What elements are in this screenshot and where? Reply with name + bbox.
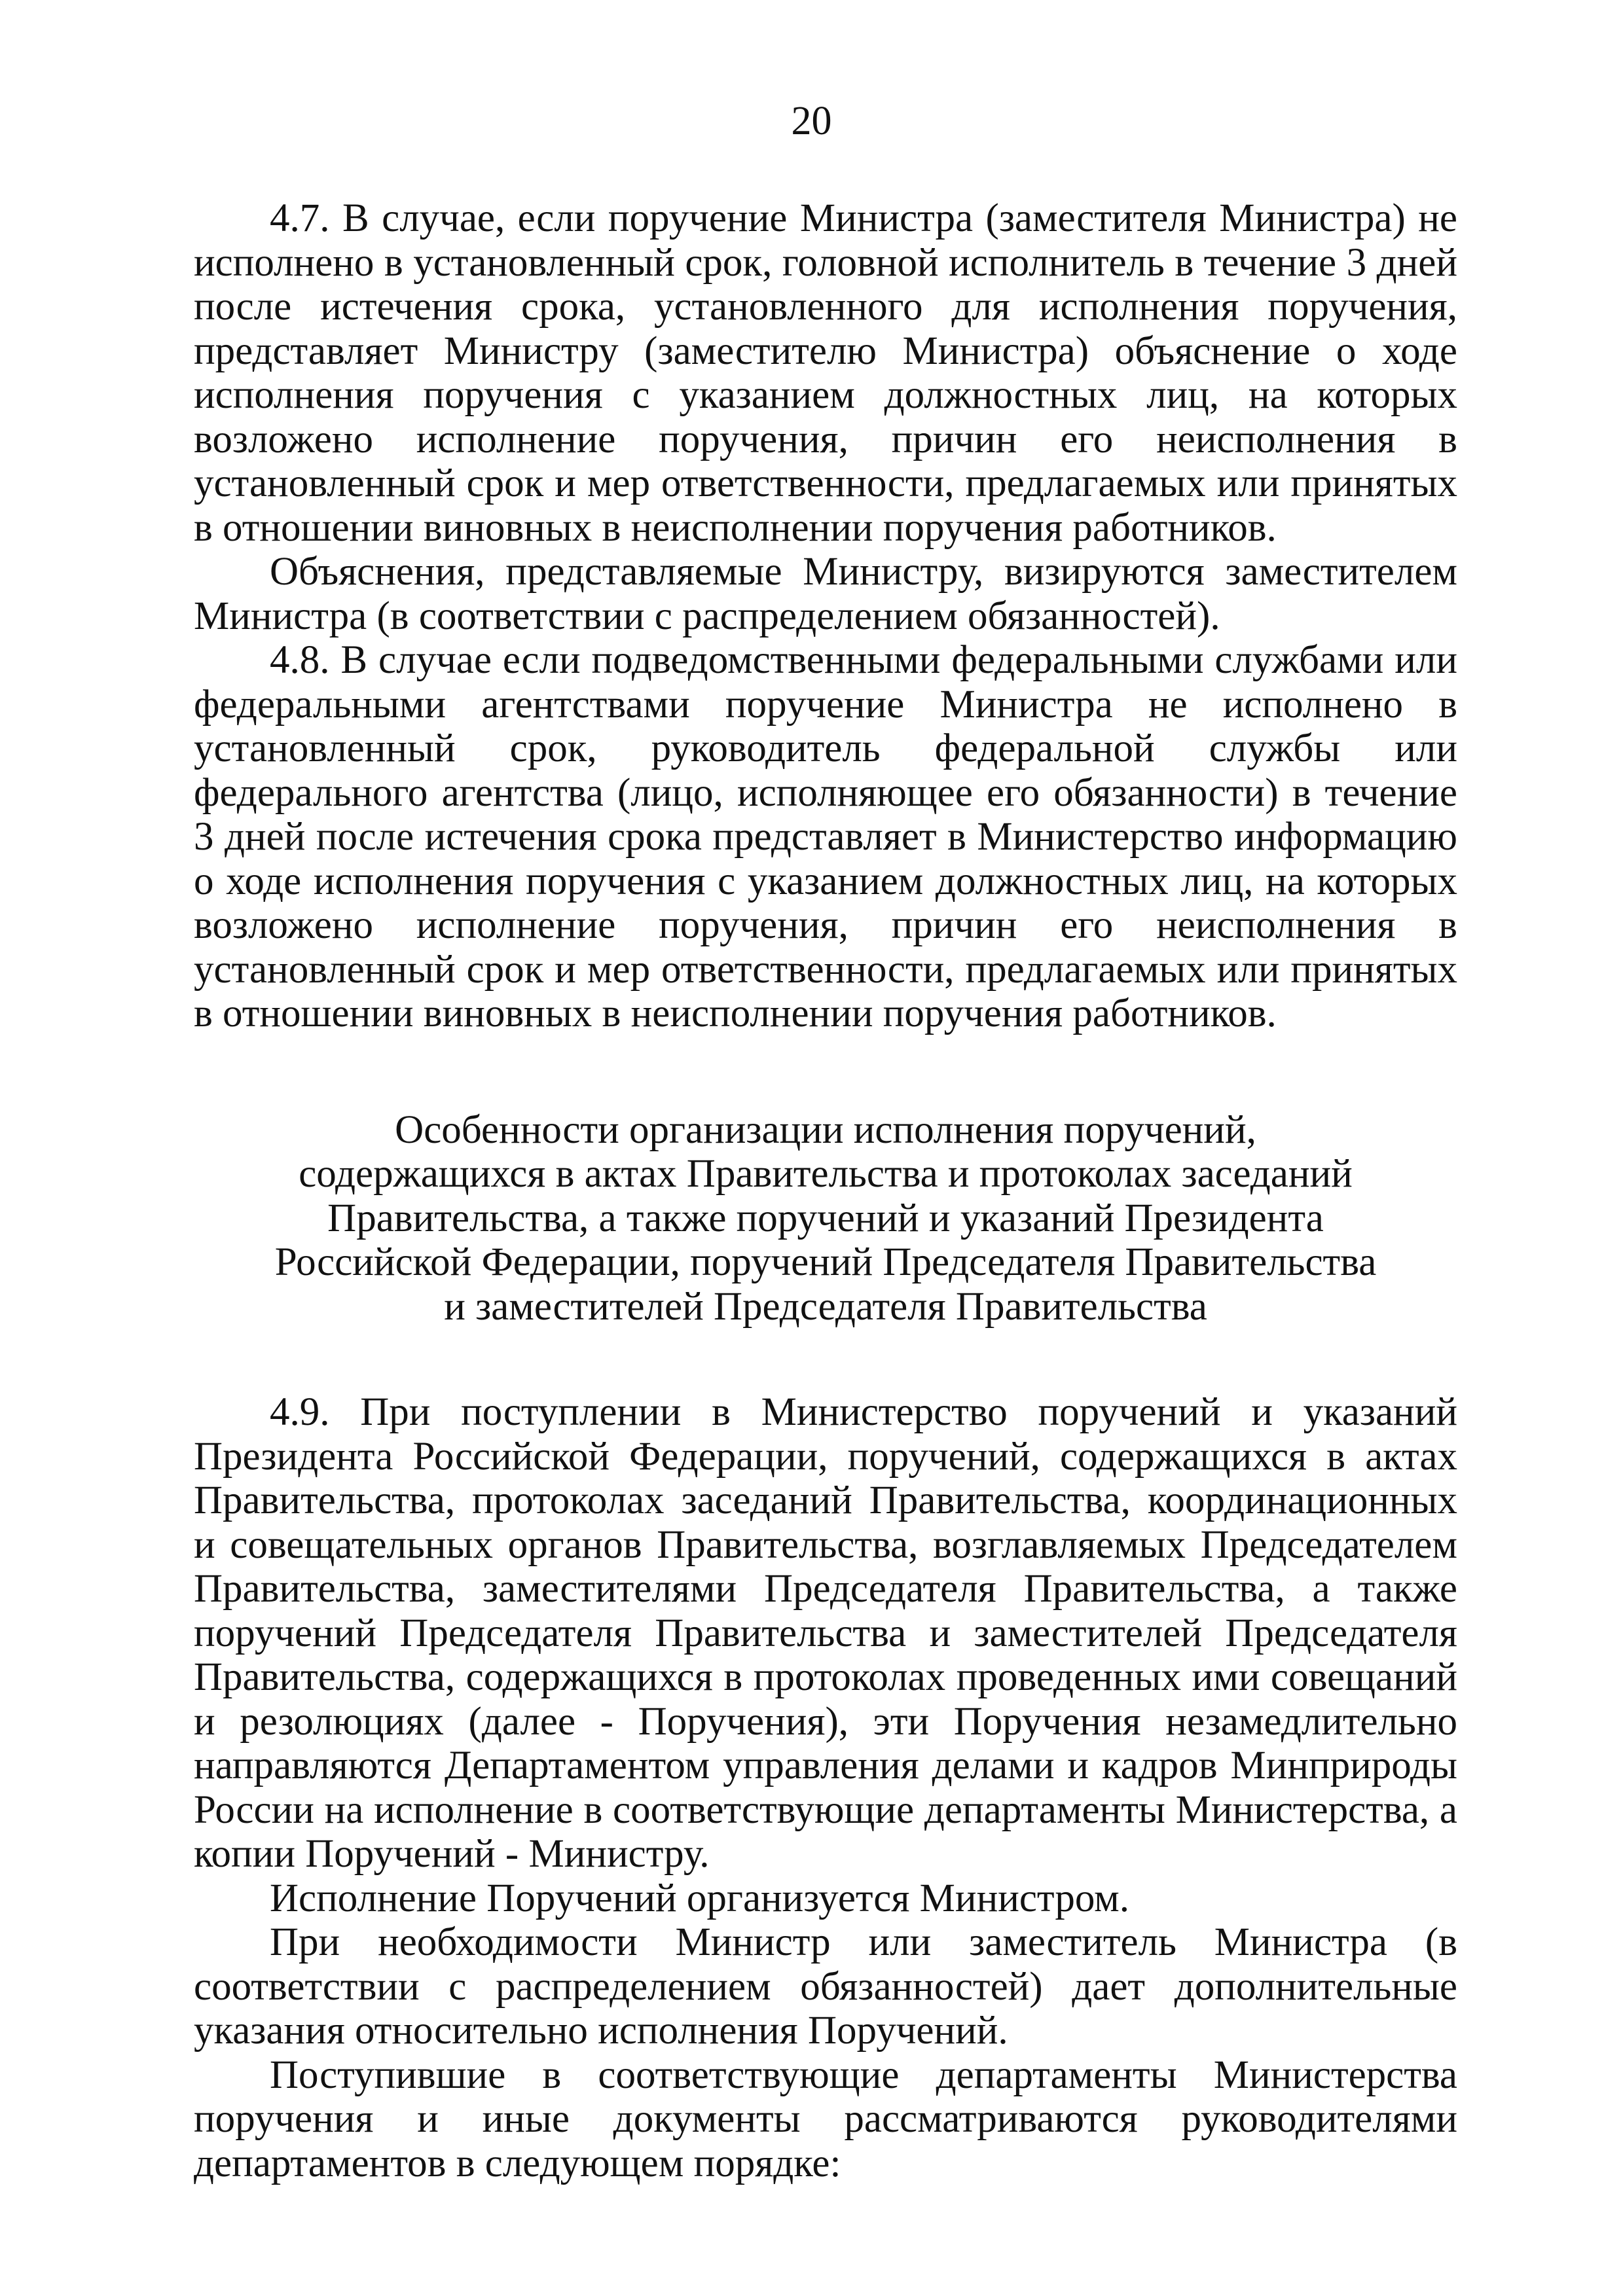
- paragraph-4-9: 4.9. При поступлении в Министерство поручений и указаний Президента Российской Федерации, поручений, содержащихся в актах Правительства, протоколах заседаний Правительства, координационных и совещательных органов Правительства, возглавляемых Председателем Правительства, заместителями Председателя Правительства, а также поручений Председателя Правительства и заместителей Председателя Правительства, содержащихся в протоколах проведенных ими совещаний и резолюциях (далее - Поручения), эти Поручения незамедлительно направляются Департаментом управления делами и кадров Минприроды России на исполнение в соответствующие департаменты Министерства, а копии Поручений - Министру.: [194, 1390, 1457, 1876]
- section-heading-line-3: Правительства, а также поручений и указаний Президента: [327, 1196, 1324, 1240]
- paragraph-explanations: Объяснения, представляемые Министру, визируются заместителем Министра (в соответствии с распределением обязанностей).: [194, 550, 1457, 638]
- paragraph-review-order: Поступившие в соответствующие департаменты Министерства поручения и иные документы рассматриваются руководителями департаментов в следующем порядке:: [194, 2053, 1457, 2185]
- section-heading: [194, 1108, 1457, 1329]
- section-heading-line-5: и заместителей Председателя Правительства: [444, 1284, 1207, 1329]
- paragraph-4-8: 4.8. В случае если подведомственными федеральными службами или федеральными агентствами поручение Министра не исполнено в установленный срок, руководитель федеральной службы или федерального агентства (лицо, исполняющее его обязанности) в течение 3 дней после истечения срока представляет в Министерство информацию о ходе исполнения поручения с указанием должностных лиц, на которых возложено исполнение поручения, причин его неисполнения в установленный срок и мер ответственности, предлагаемых или принятых в отношении виновных в неисполнении поручения работников.: [194, 638, 1457, 1035]
- section-heading-line-4: Российской Федерации, поручений Председателя Правительства: [274, 1240, 1377, 1284]
- document-body: [194, 196, 1457, 2185]
- paragraph-execution-organized: Исполнение Поручений организуется Министром.: [270, 1876, 1130, 1920]
- paragraph-4-7: 4.7. В случае, если поручение Министра (заместителя Министра) не исполнено в установленный срок, головной исполнитель в течение 3 дней после истечения срока, установленного для исполнения поручения, представляет Министру (заместителю Министра) объяснение о ходе исполнения поручения с указанием должностных лиц, на которых возложено исполнение поручения, причин его неисполнения в установленный срок и мер ответственности, предлагаемых или принятых в отношении виновных в неисполнении поручения работников.: [194, 196, 1457, 550]
- paragraph-additional-instructions: При необходимости Министр или заместитель Министра (в соответствии с распределением обязанностей) дает дополнительные указания относительно исполнения Поручений.: [194, 1920, 1457, 2053]
- section-heading-line-2: содержащихся в актах Правительства и протоколах заседаний: [299, 1152, 1353, 1196]
- page-number: 20: [791, 99, 832, 143]
- section-heading-line-1: Особенности организации исполнения поручений,: [395, 1107, 1256, 1152]
